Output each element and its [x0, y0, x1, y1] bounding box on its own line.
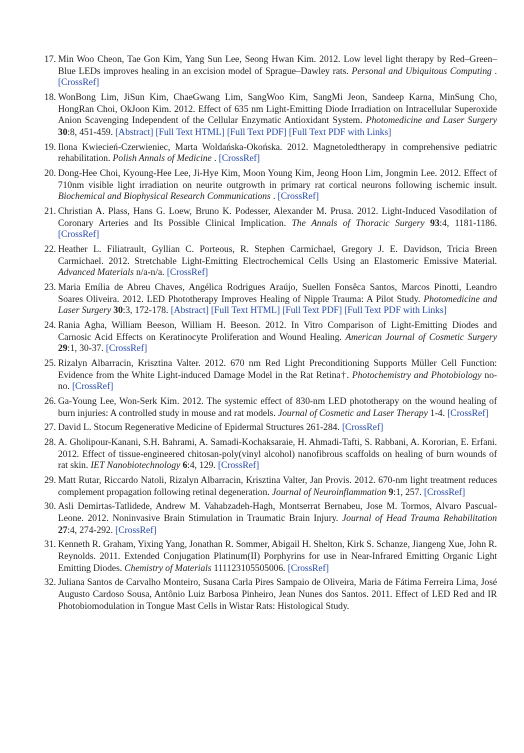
reference-year: 2012.: [354, 475, 376, 486]
reference-details: :1, 257.: [393, 487, 422, 498]
reference-link[interactable]: [Full Text HTML]: [211, 306, 281, 317]
reference-year: 2012.: [357, 207, 379, 217]
reference-authors: Rania Agha, William Beeson, William H. Beeson.: [58, 321, 261, 331]
reference-details: :8, 451-459.: [67, 128, 113, 139]
reference-year: 2012.: [182, 397, 204, 407]
reference-title: Effect of 635 nm Light-Emitting Diode Irradiation on Intracellular Superoxide Anion Scavenging Independent of the Cellular Enzymatic Antioxidant System.: [58, 104, 497, 127]
reference-journal: Chemistry of Materials: [124, 563, 212, 574]
reference-details: 111123105505006.: [211, 563, 286, 574]
reference-year: 2012.: [287, 142, 309, 153]
reference-journal: Journal of Cosmetic and Laser Therapy: [278, 408, 428, 419]
reference-item: [41, 397, 497, 420]
reference-details: :4, 129.: [187, 461, 216, 472]
reference-authors: Maria Emília de Abreu Chaves, Angélica Rodrigues Araújo, Suellen Fonsêca Santos, Marcos Pinotti, Leandro Soares Oliveira.: [58, 283, 497, 305]
reference-authors: Asli Demirtas-Tatlidede, Andrew M. Vahabzadeh-Hagh, Montserrat Bernabeu, Jose M. Tormos, Alvaro Pascual-Leone.: [58, 502, 497, 524]
reference-link[interactable]: [CrossRef]: [447, 408, 489, 419]
reference-authors: Matt Rutar, Riccardo Natoli, Rizalyn Albarracin, Krisztina Valter, Jan Provis.: [58, 475, 352, 486]
reference-item: [41, 321, 497, 356]
reference-number: 31.: [44, 540, 56, 551]
reference-authors: David L. Stocum: [58, 423, 123, 434]
reference-title: 670-nm light treatment reduces complement propagation following retinal degeneration.: [58, 475, 498, 498]
reference-link[interactable]: [Abstract]: [115, 128, 154, 139]
reference-number: 18.: [44, 93, 56, 103]
reference-volume: 93: [430, 218, 440, 229]
reference-year: 2011.: [371, 589, 393, 600]
reference-title: Light-Induced Vasodilation of Coronary Arteries and Its Possible Clinical Implication.: [58, 207, 498, 229]
reference-item: [41, 55, 497, 90]
reference-link[interactable]: [CrossRef]: [218, 154, 260, 165]
reference-number: 19.: [44, 142, 56, 153]
reference-item: [41, 438, 497, 473]
reference-details: :4, 1181-1186.: [439, 218, 498, 229]
reference-title: Noninvasive Brain Stimulation in Traumatic Brain Injury.: [112, 513, 339, 524]
reference-number: 30.: [44, 502, 56, 513]
reference-link[interactable]: [CrossRef]: [342, 423, 384, 434]
reference-item: [41, 93, 497, 140]
reference-number: 25.: [44, 359, 56, 369]
reference-item: [41, 207, 497, 242]
reference-details: no-no.: [58, 370, 498, 393]
reference-list: [41, 55, 497, 613]
reference-number: 24.: [44, 321, 56, 331]
reference-title: Stretchable Light-Emitting Electrochemical Cells Using an Elastomeric Emissive Material.: [134, 256, 498, 267]
reference-link[interactable]: [Full Text PDF with Links]: [344, 306, 447, 317]
reference-journal: Journal of Neuroinflammation: [272, 487, 387, 498]
reference-item: [41, 476, 497, 499]
reference-number: 26.: [44, 397, 56, 407]
reference-authors: Ga-Young Lee, Won-Serk Kim.: [58, 397, 180, 407]
reference-year: 2012.: [439, 169, 461, 179]
reference-item: [41, 359, 497, 394]
reference-link[interactable]: [CrossRef]: [58, 78, 100, 89]
reference-volume: 6: [182, 461, 188, 472]
reference-year: 2012.: [87, 513, 109, 524]
reference-journal: Photochemistry and Photobiology: [352, 370, 482, 381]
reference-journal: Personal and Ubiquitous Computing: [351, 66, 492, 77]
reference-number: 28.: [44, 437, 56, 448]
reference-item: [41, 283, 497, 318]
reference-item: [41, 423, 497, 435]
reference-authors: Rizalyn Albarracin, Krisztina Valter.: [58, 359, 201, 369]
reference-journal: Biochemical and Biophysical Research Communications: [58, 192, 271, 203]
reference-journal: Photomedicine and Laser Surgery: [58, 294, 498, 317]
reference-year: 2012.: [204, 359, 226, 369]
reference-link[interactable]: [CrossRef]: [115, 525, 157, 536]
reference-title: Regenerative Medicine of Epidermal Structures 261-284.: [124, 423, 340, 434]
reference-link[interactable]: [CrossRef]: [166, 268, 208, 279]
reference-title: Effect of 710nm visible light irradiation on neurite outgrowth in primary rat cortical neurons following ischemic insult.: [58, 169, 498, 191]
reference-journal: American Journal of Cosmetic Surgery: [345, 332, 497, 343]
reference-number: 27.: [44, 423, 56, 434]
reference-title: Effect of tissue-engineered chitosan-poly(vinyl alcohol) nanofibrous scaffolds on healing of burn wounds of rat skin.: [58, 449, 497, 472]
reference-link[interactable]: [CrossRef]: [58, 230, 100, 241]
reference-journal: Photomedicine and Laser Surgery: [365, 116, 498, 127]
reference-link[interactable]: [CrossRef]: [424, 487, 466, 498]
reference-journal: Journal of Head Trauma Rehabilitation: [342, 513, 497, 524]
reference-item: [41, 578, 497, 613]
reference-authors: Juliana Santos de Carvalho Monteiro, Susana Carla Pires Sampaio de Oliveira, Maria de Fátima Ferreira Lima, José Augusto Cardoso Sousa, Antônio Luiz Barbosa Pinheiro, Jean Nunes dos Santos.: [58, 578, 497, 600]
reference-authors: Dong-Hee Choi, Kyoung-Hee Lee, Ji-Hye Kim, Moon Young Kim, Jeong Hoon Lim, Jongmin Lee.: [58, 169, 438, 179]
reference-number: 29.: [44, 475, 56, 486]
reference-title: Low level light therapy by Red–Green–Blue LEDs improves healing in an excision model of Sprague–Dawley rats.: [58, 55, 498, 77]
reference-details: .: [491, 66, 497, 77]
reference-item: [41, 169, 497, 204]
reference-title: Effect of LED Red and IR Photobiomodulation in Tongue Mast Cells in Wistar Rats: Histological Study.: [58, 589, 498, 612]
reference-number: 23.: [44, 283, 56, 293]
reference-link[interactable]: [CrossRef]: [287, 563, 329, 574]
reference-details: :4, 274-292.: [67, 525, 113, 536]
reference-details: n/a-n/a.: [133, 268, 165, 279]
reference-volume: 30: [113, 306, 123, 317]
reference-authors: WonBong Lim, JiSun Kim, ChaeGwang Lim, SangWoo Kim, SangMi Jeon, Sandeep Karna, MinSung Cho, HongRan Choi, OkJoon Kim.: [58, 93, 497, 115]
reference-title: Magnetoledtherapy in comprehensive pediatric rehabilitation.: [58, 142, 498, 165]
reference-number: 22.: [44, 245, 56, 255]
reference-authors: Min Woo Cheon, Tae Gon Kim, Yang Sun Lee, Seong Hwan Kim.: [58, 55, 317, 65]
reference-journal: Polish Annals of Medicine: [112, 154, 212, 165]
reference-link[interactable]: [Full Text PDF]: [226, 128, 287, 139]
reference-number: 32.: [44, 578, 56, 589]
reference-details: .: [270, 192, 276, 203]
reference-title: The systemic effect of 830-nm LED phototherapy on the wound healing of burn injuries: A controlled study in mouse and rat models.: [58, 397, 497, 419]
reference-year: 2012.: [265, 321, 287, 331]
reference-year: 2012.: [319, 55, 341, 65]
reference-year: 2012.: [108, 256, 130, 267]
reference-number: 17.: [44, 55, 56, 65]
reference-title: 670 nm Red Light Preconditioning Supports Müller Cell Function: Evidence from the White Light-induced Damage Model in the Rat Retina†.: [58, 359, 497, 381]
reference-item: [41, 245, 497, 280]
reference-link[interactable]: [CrossRef]: [218, 461, 260, 472]
reference-year: 2012.: [174, 104, 196, 115]
reference-details: :3, 172-178.: [122, 306, 169, 317]
reference-number: 20.: [44, 169, 56, 179]
reference-item: [41, 502, 497, 537]
reference-title: In Vitro Comparison of Light-Emitting Diodes and Carnosic Acid Effects on Keratinocyte Proliferation and Wound Healing.: [58, 321, 497, 343]
reference-year: 2011.: [99, 551, 121, 562]
reference-authors: Christian A. Plass, Hans G. Loew, Bruno K. Podesser, Alexander M. Prusa.: [58, 207, 354, 217]
reference-year: 2012.: [122, 294, 144, 305]
reference-volume: 9: [388, 487, 394, 498]
reference-volume: 30: [58, 128, 68, 139]
reference-details: .: [211, 154, 217, 165]
reference-link[interactable]: [Full Text HTML]: [155, 128, 225, 139]
reference-title: LED Phototherapy Improves Healing of Nipple Trauma: A Pilot Study.: [146, 294, 421, 305]
reference-link[interactable]: [CrossRef]: [277, 192, 319, 203]
reference-details: 1-4.: [427, 408, 445, 419]
reference-number: 21.: [44, 207, 56, 217]
reference-link[interactable]: [CrossRef]: [105, 344, 148, 355]
reference-volume: 29: [58, 344, 68, 355]
reference-authors: Heather L. Filiatrault, Gyllian C. Porteous, R. Stephen Carmichael, Gregory J. E. Davidson, Tricia Breen Carmichael.: [58, 245, 497, 267]
reference-title: Extended Conjugation Platinum(II) Porphyrins for use in Near-Infrared Emitting Organic Light Emitting Diodes.: [58, 551, 498, 574]
reference-year: 2012.: [58, 449, 80, 460]
reference-journal: IET Nanobiotechnology: [90, 461, 181, 472]
reference-link[interactable]: [Full Text PDF]: [282, 306, 342, 317]
reference-item: [41, 540, 497, 575]
reference-volume: 27: [58, 525, 68, 536]
reference-details: :1, 30-37.: [67, 344, 104, 355]
reference-link[interactable]: [CrossRef]: [72, 382, 114, 393]
reference-link[interactable]: [Abstract]: [170, 306, 209, 317]
reference-authors: Ilona Kwiecień-Czerwieniec, Marta Woldańska-Okońska.: [58, 142, 283, 153]
reference-link[interactable]: [Full Text PDF with Links]: [288, 128, 392, 139]
reference-item: [41, 143, 497, 166]
reference-authors: A. Gholipour-Kanani, S.H. Bahrami, A. Samadi-Kochaksaraie, H. Ahmadi-Tafti, S. Rabbani, A. Kororian, E. Erfani.: [58, 437, 497, 448]
reference-journal: Advanced Materials: [58, 268, 134, 279]
reference-journal: The Annals of Thoracic Surgery: [291, 218, 425, 229]
reference-authors: Kenneth R. Graham, Yixing Yang, Jonathan R. Sommer, Abigail H. Shelton, Kirk S. Schanze, Jiangeng Xue, John R. Reynolds.: [58, 540, 497, 562]
